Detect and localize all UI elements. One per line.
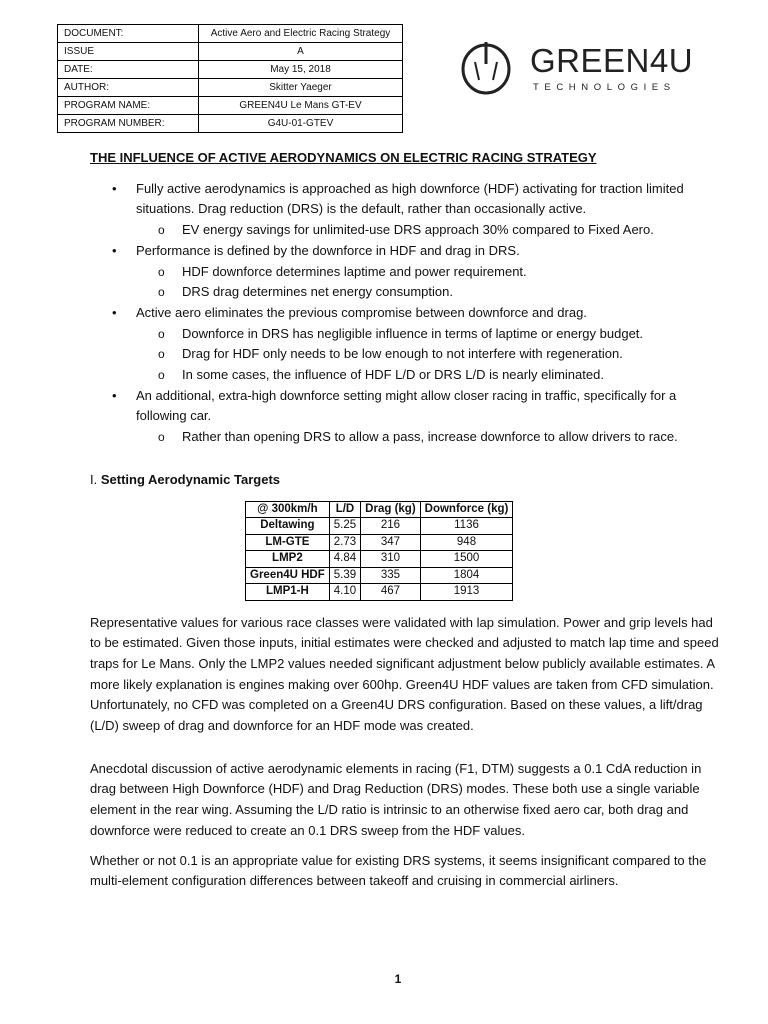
sub-bullet-item [136,220,720,241]
sub-bullet-text: HDF downforce determines laptime and power requirement. [182,263,527,279]
paragraph-airliner-comparison: Whether or not 0.1 is an appropriate value for existing DRS systems, it seems insignificant compared to the multi-element configuration differences between takeoff and cruising in commercial airliners. [90,852,707,889]
table-row [246,567,513,584]
info-key: DOCUMENT: [58,25,199,43]
sub-bullet-text: Downforce in DRS has negligible influence in terms of laptime or energy budget. [182,325,644,341]
section-title: Setting Aerodynamic Targets [100,471,281,487]
table-cell: 347 [361,534,420,551]
sub-bullet-item [136,324,720,345]
section-number: I. [90,471,98,487]
sub-bullet-item [136,262,720,283]
table-header-cell: Downforce (kg) [420,501,513,518]
sub-bullet-glyph: o [158,285,165,300]
info-key: AUTHOR: [58,79,199,97]
table-cell: 1500 [420,551,513,568]
info-value: May 15, 2018 [199,61,403,79]
table-cell: 4.84 [329,551,360,568]
page-number: 1 [394,972,402,986]
key-points-list [90,179,720,448]
table-cell: 335 [361,567,420,584]
info-value: G4U-01-GTEV [199,115,403,133]
table-cell: 948 [420,534,513,551]
table-row-label: LMP1-H [246,584,330,601]
table-row [246,534,513,551]
table-cell: 216 [361,518,420,535]
info-value: Skitter Yaeger [199,79,403,97]
table-row [246,518,513,535]
sub-bullet-glyph: o [158,223,165,238]
info-value: Active Aero and Electric Racing Strategy [199,25,403,43]
info-key: DATE: [58,61,199,79]
table-cell: 5.39 [329,567,360,584]
paragraph-drs-reduction: Anecdotal discussion of active aerodynamic elements in racing (F1, DTM) suggests a 0.1 CdA reduction in drag between High Downforce (HDF) and Drag Reduction (DRS) modes. These both use a single variable element in the rear wing. Assuming the L/D ratio is intrinsic to an otherwise fixed aero car, both drag and downforce were reduced to create an 0.1 DRS sweep from the HDF values. [90,760,702,838]
sub-bullet-text: Drag for HDF only needs to be low enough to not interfere with regeneration. [182,346,623,362]
table-row [246,551,513,568]
info-value: GREEN4U Le Mans GT-EV [199,97,403,115]
table-row-label: Deltawing [246,518,330,535]
info-row [58,43,403,61]
sub-bullet-glyph: o [158,347,165,362]
sub-bullet-item [136,282,720,303]
sub-bullet-item [136,344,720,365]
bullet-glyph: • [112,242,117,258]
table-row-label: LM-GTE [246,534,330,551]
table-row [246,584,513,601]
bullet-text: An additional, extra-high downforce setting might allow closer racing in traffic, specifically for a following car. [136,387,677,424]
sub-bullet-text: Rather than opening DRS to allow a pass, increase downforce to allow drivers to race. [182,429,678,445]
bullet-item [90,179,720,241]
bullet-item [90,386,720,448]
sub-bullet-list [136,220,720,241]
sub-bullet-glyph: o [158,368,165,383]
table-cell: 467 [361,584,420,601]
info-key: PROGRAM NAME: [58,97,199,115]
logo-tagline: TECHNOLOGIES [533,82,676,93]
logo-mark-icon [460,40,522,102]
table-cell: 310 [361,551,420,568]
section-heading [90,470,720,491]
info-row [58,115,403,133]
green4u-logo [460,40,694,100]
bullet-item [90,303,720,386]
sub-bullet-list [136,324,720,386]
sub-bullet-text: In some cases, the influence of HDF L/D or DRS L/D is nearly eliminated. [182,367,604,383]
sub-bullet-list [136,262,720,303]
info-row [58,25,403,43]
info-value: A [199,43,403,61]
sub-bullet-glyph: o [158,326,165,341]
info-row [58,97,403,115]
table-cell: 1804 [420,567,513,584]
sub-bullet-text: DRS drag determines net energy consumption. [182,284,453,300]
table-cell: 1913 [420,584,513,601]
table-cell: 1136 [420,518,513,535]
sub-bullet-item [136,365,720,386]
table-header-cell: L/D [329,501,360,518]
info-row [58,61,403,79]
bullet-text: Fully active aerodynamics is approached as high downforce (HDF) activating for traction limited situations. Drag reduction (DRS) is the default, rather than occasionally active. [136,180,684,217]
bullet-glyph: • [112,304,117,320]
table-cell: 5.25 [329,518,360,535]
sub-bullet-glyph: o [158,264,165,279]
sub-bullet-item [136,427,720,448]
table-row-label: Green4U HDF [246,567,330,584]
sub-bullet-glyph: o [158,430,165,445]
table-cell: 4.10 [329,584,360,601]
sub-bullet-text: EV energy savings for unlimited-use DRS approach 30% compared to Fixed Aero. [182,222,654,238]
document-title: THE INFLUENCE OF ACTIVE AERODYNAMICS ON ELECTRIC RACING STRATEGY [90,150,597,165]
paragraph-lap-simulation: Representative values for various race classes were validated with lap simulation. Power and grip levels had to be estimated. Given those inputs, initial estimates were checked and adjusted to match lap time and speed traps for Le Mans. Only the LMP2 values needed significant adjustment below publicly available estimates. A more likely explanation is engines making over 600hp. Green4U HDF values are taken from CFD simulation. Unfortunately, no CFD was completed on a Green4U DRS configuration. Based on these values, a lift/drag (L/D) sweep of drag and downforce for an HDF mode was created. [90,614,719,734]
document-info-table [57,24,403,133]
aero-targets-table [245,501,513,601]
table-row-label: LMP2 [246,551,330,568]
info-key: ISSUE [58,43,199,61]
bullet-glyph: • [112,387,117,403]
bullet-glyph: • [112,180,117,196]
info-row [58,79,403,97]
document-body [90,148,720,892]
bullet-text: Performance is defined by the downforce in HDF and drag in DRS. [136,242,520,258]
logo-wordmark: GREEN4U [530,42,694,79]
bullet-text: Active aero eliminates the previous compromise between downforce and drag. [136,304,587,320]
info-key: PROGRAM NUMBER: [58,115,199,133]
table-header-cell: Drag (kg) [361,501,420,518]
table-cell: 2.73 [329,534,360,551]
bullet-item [90,241,720,303]
sub-bullet-list [136,427,720,448]
table-header-cell: @ 300km/h [246,501,330,518]
